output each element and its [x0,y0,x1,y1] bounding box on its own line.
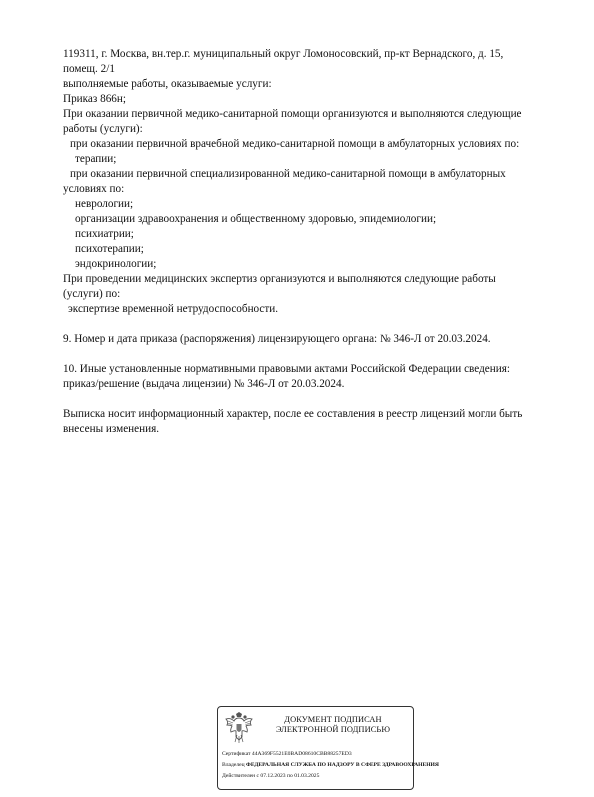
service-psychotherapy: психотерапии; [75,243,144,255]
certificate-line [222,751,352,758]
notice-line-1: Выписка носит информационный характер, после ее составления в реестр лицензий могли быть [63,408,523,420]
specialized-care-1: при оказании первичной специализированной медико-санитарной помощи в амбулаторных [70,168,506,180]
russian-coat-of-arms-icon [224,711,254,745]
section-9: 9. Номер и дата приказа (распоряжения) лицензирующего органа: № 346-Л от 20.03.2024. [63,333,491,345]
expertise-intro-1: При проведении медицинских экспертиз организуются и выполняются следующие работы [63,273,496,285]
validity-line [222,773,319,780]
works-heading: выполняемые работы, оказываемые услуги: [63,78,272,90]
validity-from: 07.12.2023 [260,773,286,779]
certificate-label: Сертификат [222,751,251,757]
service-psychiatry: психиатрии; [75,228,134,240]
validity-to-label: по [286,773,293,779]
service-endocrinology: эндокринологии; [75,258,157,270]
address-line-2: помещ. 2/1 [63,63,115,75]
owner-label: Владелец [222,762,245,768]
primary-care-intro-1: При оказании первичной медико-санитарной помощи организуются и выполняются следующие [63,108,522,120]
validity-to: 01.03.2025 [294,773,320,779]
specialized-care-2: условиях по: [63,183,125,195]
stamp-title-line-2: ЭЛЕКТРОННОЙ ПОДПИСЬЮ [275,725,391,734]
electronic-signature-stamp [217,706,439,790]
service-therapy: терапии; [75,153,117,165]
service-temporary-disability-expertise: экспертизе временной нетрудоспособности. [68,303,279,315]
primary-physician-care: при оказании первичной врачебной медико-санитарной помощи в амбулаторных условиях по: [70,138,520,150]
notice-line-2: внесены изменения. [63,423,160,435]
section-10-line-1: 10. Иные установленные нормативными правовыми актами Российской Федерации сведения: [63,363,510,375]
service-healthcare-organization: организации здравоохранения и общественному здоровью, эпидемиологии; [75,213,437,225]
expertise-intro-2: (услуги) по: [63,288,121,300]
stamp-title-line-1: ДОКУМЕНТ ПОДПИСАН [284,715,382,724]
section-10-line-2: приказ/решение (выдача лицензии) № 346-Л от 20.03.2024. [63,378,345,390]
owner-value: ФЕДЕРАЛЬНАЯ СЛУЖБА ПО НАДЗОРУ В СФЕРЕ ЗДРАВООХРАНЕНИЯ [246,762,439,768]
primary-care-intro-2: работы (услуги): [63,123,143,135]
order-reference: Приказ 866н; [63,93,126,105]
validity-label: Действителен с [222,773,259,779]
address-line-1: 119311, г. Москва, вн.тер.г. муниципальный округ Ломоносовский, пр-кт Вернадского, д. 15, [63,48,504,60]
certificate-value: 44A369F5521E0BAD08610CBB88257ED3 [251,751,352,757]
owner-line [222,762,439,769]
stamp-title [258,715,408,735]
service-neurology: неврологии; [75,198,134,210]
document-body [63,47,563,437]
